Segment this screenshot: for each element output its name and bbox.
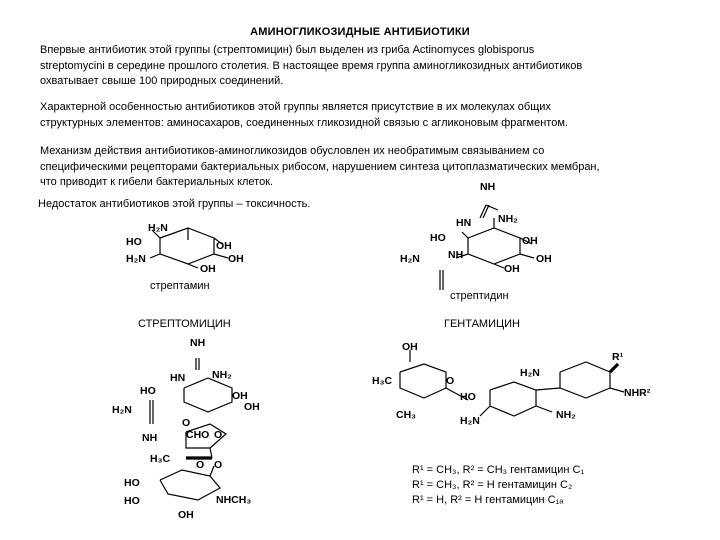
atom-label: NH₂ <box>556 409 576 421</box>
paragraph-line: охватывает свыше 100 природных соединений. <box>40 75 284 87</box>
atom-label: O <box>446 375 455 387</box>
atom-label: O <box>196 459 205 471</box>
atom-label: OH <box>244 401 260 413</box>
gentamicin-structure <box>372 341 651 427</box>
legend-row <box>412 494 584 509</box>
streptomycin-structure <box>112 337 260 521</box>
atom-label: H₂N <box>126 253 146 265</box>
legend-name: гентамицин C₂ <box>497 479 573 491</box>
legend-formula: R¹ = CH₃, R² = CH₃ <box>412 464 508 476</box>
atom-label: H₃C <box>150 453 171 465</box>
atom-label: HO <box>430 232 446 244</box>
atom-label: O <box>214 459 223 471</box>
atom-label: CH₃ <box>396 409 417 421</box>
legend-row <box>412 479 584 494</box>
atom-label: NH <box>190 337 206 349</box>
atom-label: HO <box>124 477 140 489</box>
paragraph-line: специфическими рецепторами бактериальных рибосом, нарушением синтеза цитоплазматических мембран, <box>40 160 600 173</box>
atom-label: HN <box>456 217 472 229</box>
streptomycin-caption: СТРЕПТОМИЦИН <box>138 318 231 330</box>
gentamicin-legend <box>412 464 584 509</box>
streptidine-structure <box>400 181 552 290</box>
toxicity-paragraph: Недостаток антибиотиков этой группы – токсичность. <box>38 198 311 210</box>
legend-formula: R¹ = CH₃, R² = H <box>412 479 495 491</box>
page-title: АМИНОГЛИКОЗИДНЫЕ АНТИБИОТИКИ <box>250 26 470 38</box>
atom-label: OH <box>216 240 232 252</box>
atom-label: HO <box>126 236 142 248</box>
atom-label: HO <box>124 495 140 507</box>
streptidine-caption: стрептидин <box>450 290 509 302</box>
atom-label: R¹ <box>612 351 624 363</box>
legend-formula: R¹ = H, R² = H <box>412 494 483 506</box>
paragraph-line: Впервые антибиотик этой группы (стрептомицин) был выделен из гриба Actinomyces globisporus <box>40 44 535 56</box>
atom-label: HN <box>170 372 186 384</box>
atom-label: OH <box>522 235 538 247</box>
atom-label: H₂N <box>112 404 132 416</box>
atom-label: NHCH₃ <box>216 494 252 506</box>
streptamine-structure <box>126 222 244 275</box>
paragraph-line: streptomycini в середине прошлого столетия. В настоящее время группа аминогликозидных антибиотиков <box>40 59 583 72</box>
atom-label: OH <box>402 341 418 353</box>
atom-label: NH <box>480 181 496 193</box>
atom-label: HO <box>140 385 156 397</box>
atom-label: OH <box>536 253 552 265</box>
paragraph-line: Характерной особенностью антибиотиков этой группы является присутствие в их молекулах общих <box>40 101 551 113</box>
atom-label: NH <box>142 432 158 444</box>
legend-name: гентамицин C₁ <box>510 464 585 476</box>
paragraph-line: Механизм действия антибиотиков-аминогликозидов обусловлен их необратимым связыванием со <box>40 145 545 157</box>
atom-label: OH <box>228 253 244 265</box>
atom-label: H₂N <box>400 253 420 265</box>
atom-label: OH <box>504 263 520 275</box>
streptamine-caption: стрептамин <box>150 280 210 292</box>
paragraph-line: что приводит к гибели бактериальных клеток. <box>40 176 274 188</box>
atom-label: NH₂ <box>498 213 518 225</box>
atom-label: H₂N <box>148 222 168 234</box>
atom-label: H₃C <box>372 375 393 387</box>
gentamicin-caption: ГЕНТАМИЦИН <box>444 318 520 330</box>
legend-name: гентамицин C₁ₐ <box>485 494 564 506</box>
atom-label: O <box>182 417 191 429</box>
atom-label: NHR² <box>624 387 651 399</box>
atom-label: O <box>214 429 223 441</box>
atom-label: CHO <box>186 429 210 441</box>
atom-label: NH₂ <box>212 369 232 381</box>
atom-label: OH <box>178 509 194 521</box>
atom-label: HO <box>460 391 476 403</box>
atom-label: OH <box>200 263 216 275</box>
atom-label: NH <box>448 249 464 261</box>
atom-label: H₂N <box>520 367 540 379</box>
atom-label: H₂N <box>460 415 480 427</box>
atom-label: OH <box>232 390 248 402</box>
legend-row <box>412 464 584 479</box>
paragraph-line: структурных элементов: аминосахаров, соединенных гликозидной связью с агликоновым фрагментом. <box>40 116 568 129</box>
